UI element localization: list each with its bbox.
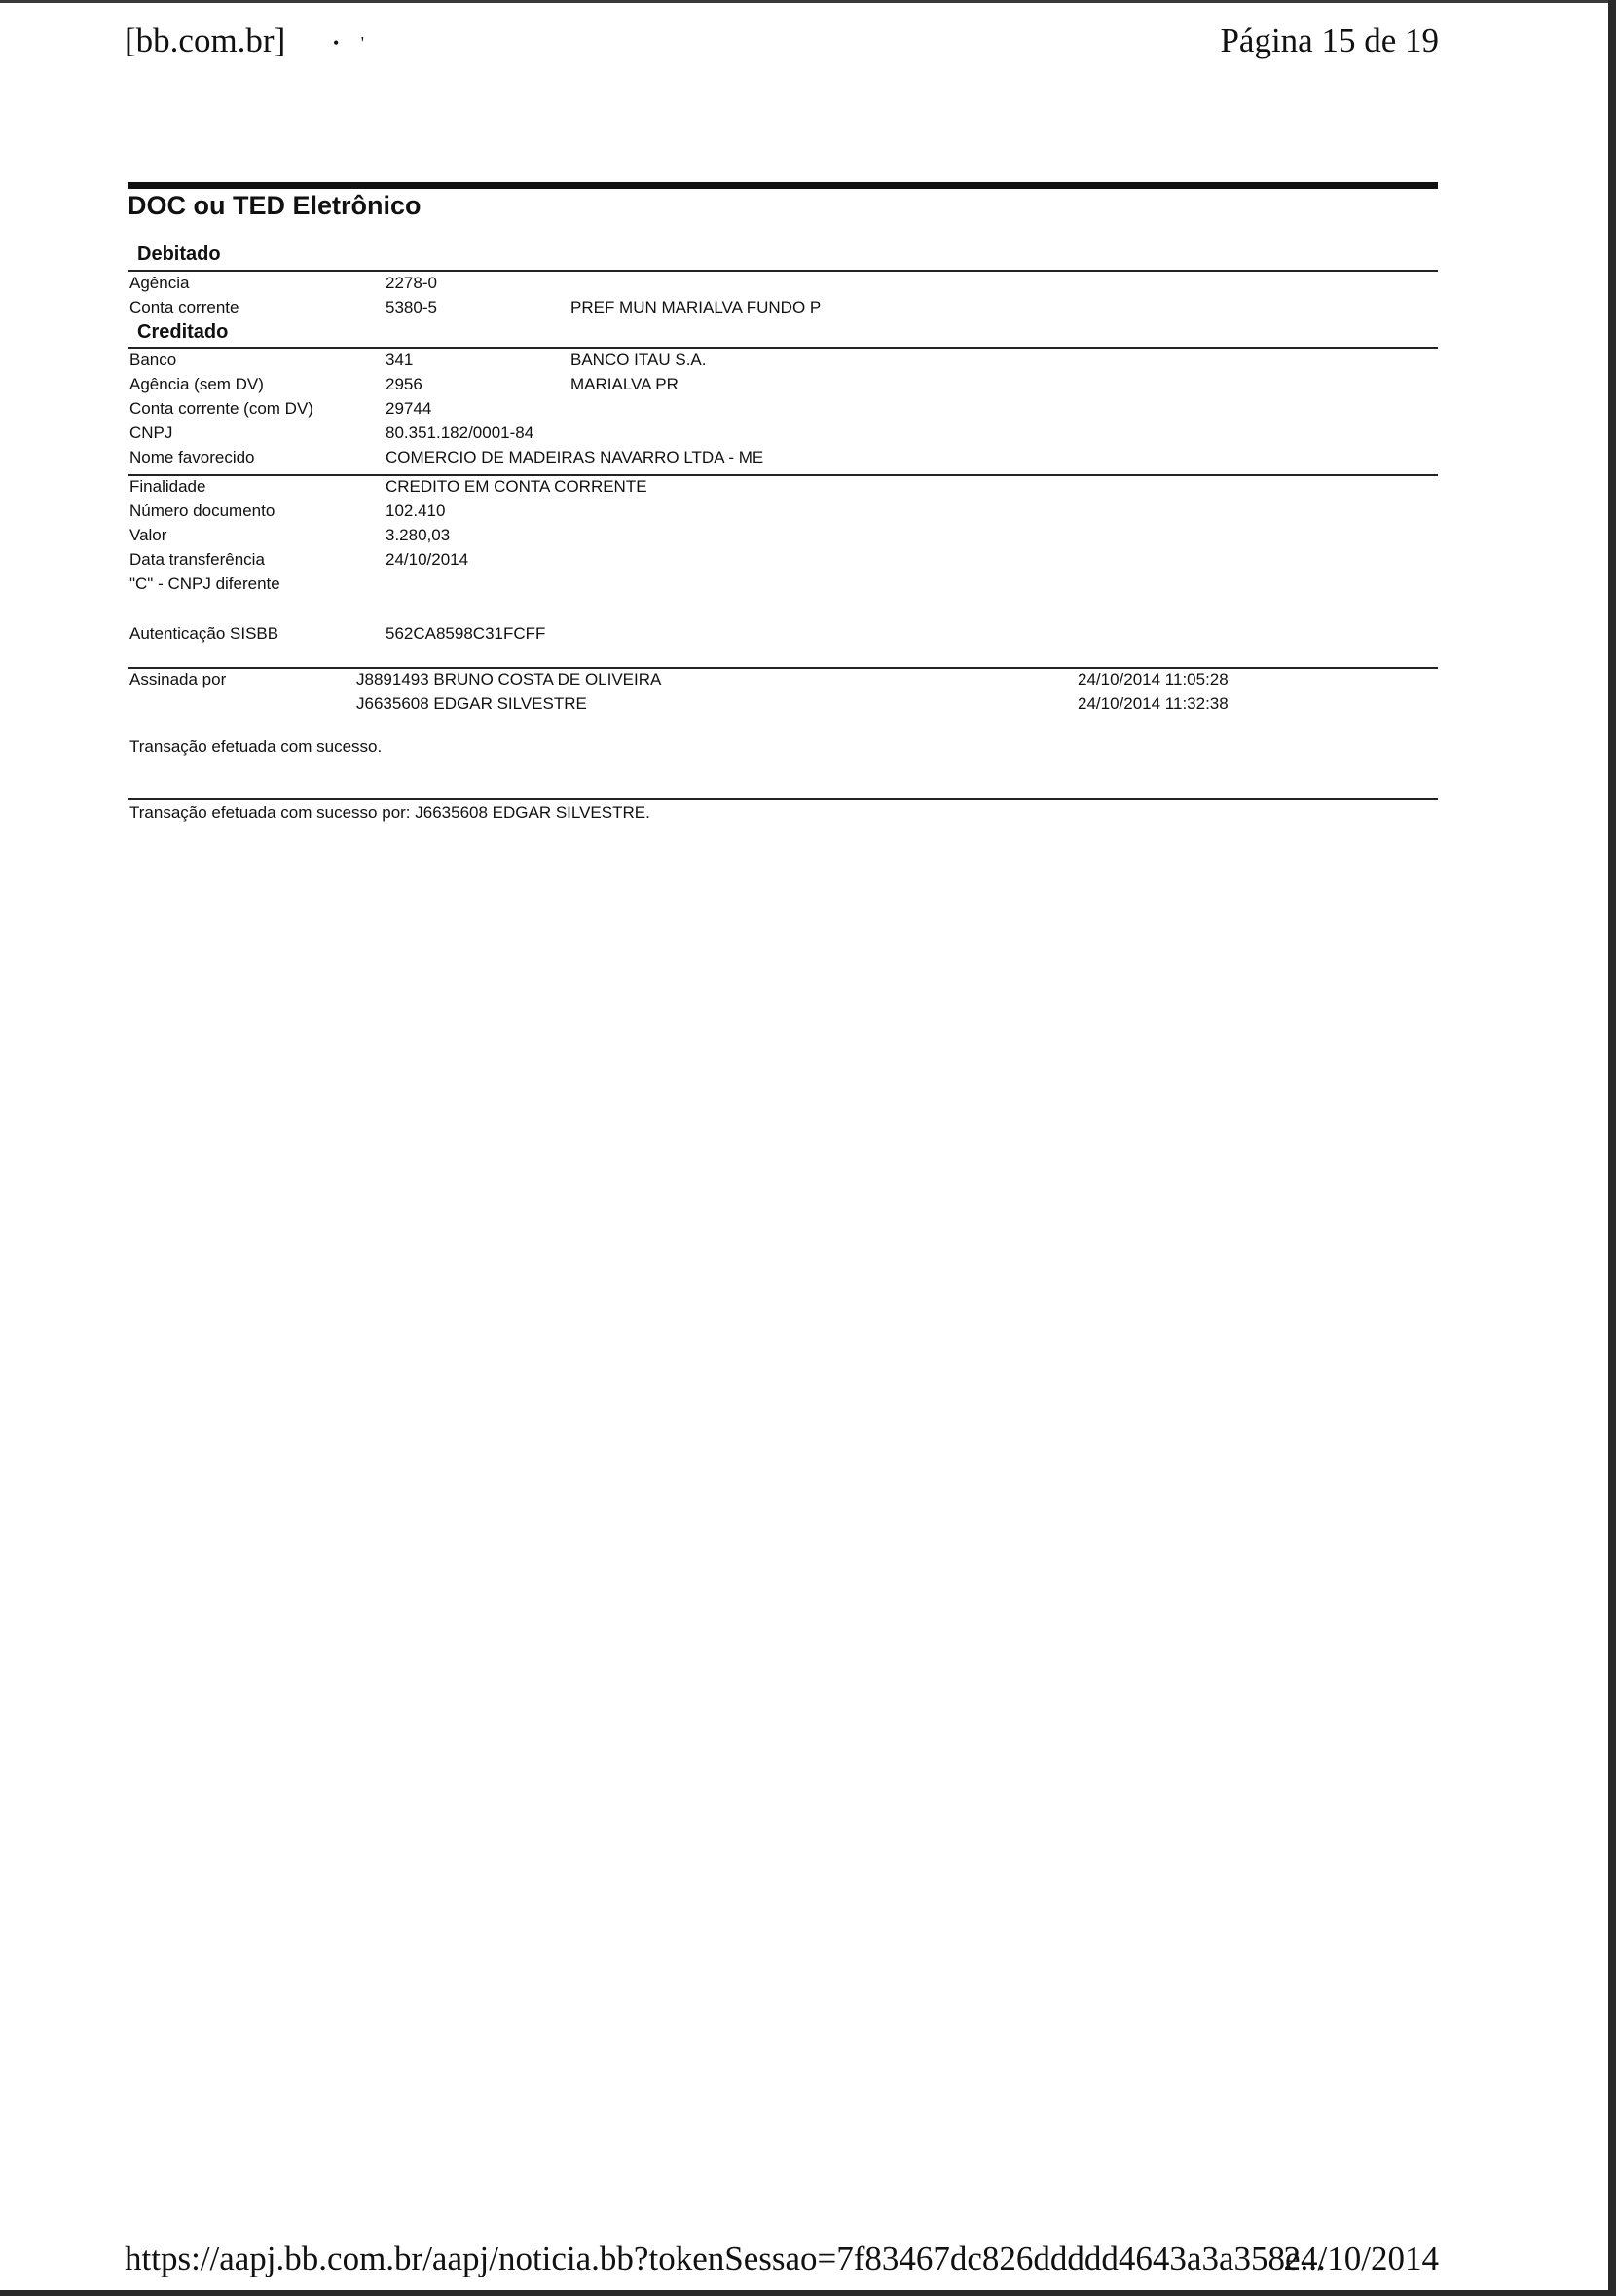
signer-datetime-2: 24/10/2014 11:32:38	[1078, 694, 1229, 713]
label-banco: Banco	[129, 351, 177, 369]
label-finalidade: Finalidade	[129, 477, 206, 496]
value-banco: 341	[386, 351, 414, 369]
label-valor: Valor	[129, 526, 167, 544]
value-banco-nome: BANCO ITAU S.A.	[570, 351, 707, 369]
site-label: [bb.com.br]	[125, 21, 286, 59]
label-favorecido: Nome favorecido	[129, 448, 255, 466]
label-autenticacao: Autenticação SISBB	[129, 624, 279, 643]
value-conta-credito: 29744	[386, 399, 432, 418]
success-message: Transação efetuada com sucesso.	[129, 737, 383, 756]
label-numero-documento: Número documento	[129, 501, 275, 520]
page-number: Página 15 de 19	[1220, 21, 1439, 59]
footer-date: 24/10/2014	[1283, 2240, 1439, 2277]
value-cnpj: 80.351.182/0001-84	[386, 424, 534, 442]
value-valor: 3.280,03	[386, 526, 451, 544]
label-conta-credito: Conta corrente (com DV)	[129, 399, 313, 418]
value-favorecido: COMERCIO DE MADEIRAS NAVARRO LTDA - ME	[386, 448, 764, 466]
section-creditado: Creditado	[137, 321, 229, 343]
rule-final	[128, 798, 1438, 800]
section-debitado: Debitado	[137, 243, 221, 265]
label-assinada-por: Assinada por	[129, 670, 227, 688]
rule-detalhes	[128, 474, 1438, 476]
signer-name-2: J6635608 EDGAR SILVESTRE	[356, 694, 587, 713]
rule-debitado	[128, 270, 1438, 272]
value-data-transferencia: 24/10/2014	[386, 550, 469, 569]
signer-name-1: J8891493 BRUNO COSTA DE OLIVEIRA	[356, 670, 662, 688]
footer-url: https://aapj.bb.com.br/aapj/noticia.bb?tokenSessao=7f83467dc826ddddd4643a3a358e...	[125, 2240, 1326, 2277]
value-agencia-cidade: MARIALVA PR	[570, 375, 679, 393]
scan-edge-top	[0, 0, 1616, 3]
value-autenticacao: 562CA8598C31FCFF	[386, 624, 546, 643]
doc-title: DOC ou TED Eletrônico	[128, 191, 422, 220]
scan-edge-right	[1608, 0, 1616, 2296]
header-marks: • '	[332, 33, 365, 54]
label-cnpj-diferente: "C" - CNPJ diferente	[129, 574, 280, 593]
label-agencia-debito: Agência	[129, 274, 190, 292]
label-data-transferencia: Data transferência	[129, 550, 265, 569]
label-agencia-credito: Agência (sem DV)	[129, 375, 264, 393]
title-rule	[128, 182, 1438, 189]
value-agencia-debito: 2278-0	[386, 274, 437, 292]
value-conta-debito-nome: PREF MUN MARIALVA FUNDO P	[570, 298, 822, 316]
value-agencia-credito: 2956	[386, 375, 422, 393]
label-cnpj: CNPJ	[129, 424, 173, 442]
value-numero-documento: 102.410	[386, 501, 446, 520]
signer-datetime-1: 24/10/2014 11:05:28	[1078, 670, 1229, 688]
rule-creditado	[128, 347, 1438, 349]
value-conta-debito: 5380-5	[386, 298, 437, 316]
label-conta-debito: Conta corrente	[129, 298, 239, 316]
scan-edge-bottom	[0, 2290, 1616, 2296]
value-finalidade: CREDITO EM CONTA CORRENTE	[386, 477, 647, 496]
success-by-message: Transação efetuada com sucesso por: J6635608 EDGAR SILVESTRE.	[129, 803, 650, 822]
header-site	[125, 21, 364, 60]
rule-assinaturas	[128, 667, 1438, 669]
